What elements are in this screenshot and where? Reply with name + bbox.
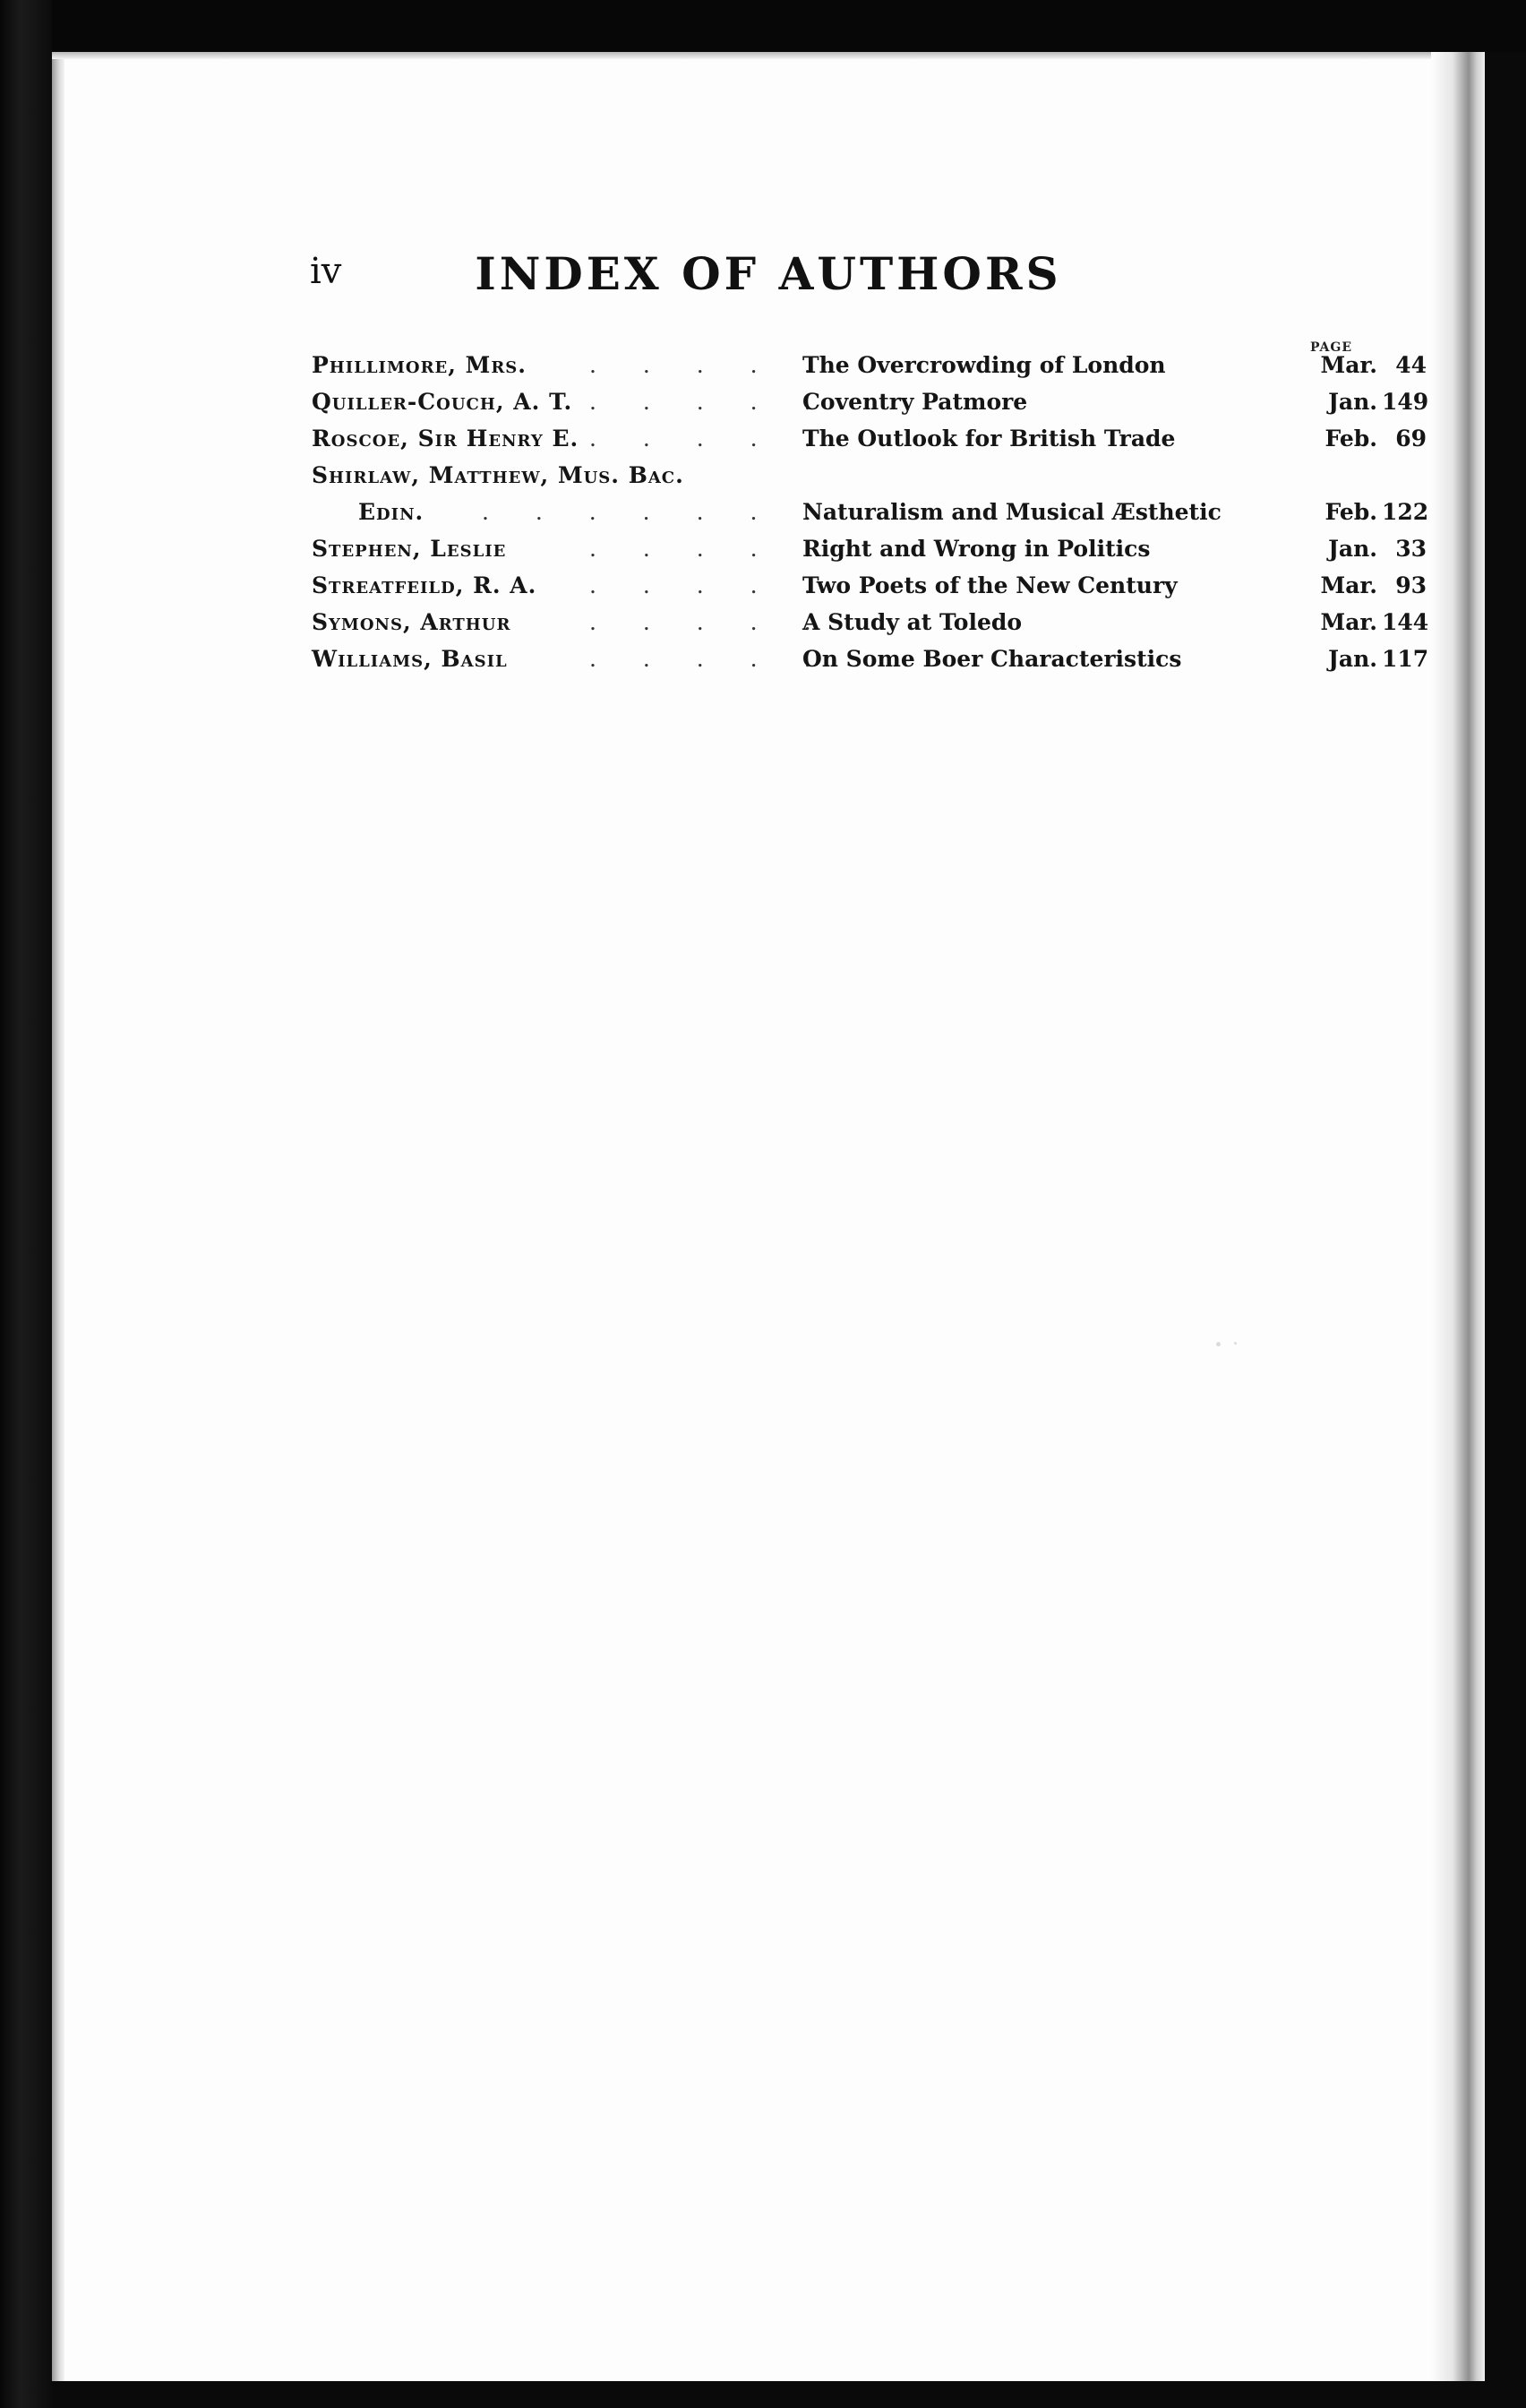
index-entry [312, 572, 1427, 609]
entry-author: Shirlaw, Matthew, Mus. Bac. [312, 462, 684, 488]
entry-title: Coventry Patmore [802, 389, 1028, 415]
index-entry [312, 389, 1429, 426]
page-folio: iv [310, 251, 342, 292]
binding-shadow [1431, 52, 1485, 2381]
entry-page: 69 [1395, 426, 1427, 452]
entry-page: 122 [1382, 499, 1429, 525]
entry-month: Mar. [1320, 352, 1377, 378]
entry-author-continuation: Edin. [358, 499, 424, 525]
entry-title: Naturalism and Musical Æsthetic [802, 499, 1222, 525]
index-entry [312, 646, 1429, 683]
paper-speck [1216, 1342, 1221, 1346]
page-title: INDEX OF AUTHORS [475, 247, 1062, 300]
entry-page: 44 [1395, 352, 1427, 378]
leader-dots: . . . . . [589, 389, 831, 415]
entry-title: Two Poets of the New Century [802, 572, 1178, 598]
leader-dots: . . . . . [589, 352, 831, 378]
leader-dots: . . . . . [589, 426, 831, 452]
entry-month: Feb. [1325, 499, 1377, 525]
author-index-list [312, 352, 1429, 683]
scan-border-left [0, 0, 52, 2408]
entry-title: The Outlook for British Trade [802, 426, 1176, 452]
scan-border-top [0, 0, 1526, 52]
entry-title: The Overcrowding of London [802, 352, 1166, 378]
entry-page: 33 [1395, 536, 1427, 562]
entry-month: Mar. [1320, 609, 1377, 635]
entry-author: Williams, Basil [312, 646, 508, 672]
entry-title: Right and Wrong in Politics [802, 536, 1151, 562]
entry-author: Stephen, Leslie [312, 536, 507, 562]
entry-title: A Study at Toledo [802, 609, 1023, 635]
entry-author: Roscoe, Sir Henry E. [312, 426, 579, 452]
entry-month: Jan. [1328, 536, 1377, 562]
entry-month: Jan. [1328, 389, 1377, 415]
page-edge-top [52, 52, 1485, 59]
leader-dots: . . . . . [589, 536, 831, 562]
entry-month: Mar. [1320, 572, 1377, 598]
entry-month: Jan. [1328, 646, 1377, 672]
entry-author: Quiller-Couch, A. T. [312, 389, 573, 415]
index-entry [312, 462, 1429, 536]
entry-month: Feb. [1325, 426, 1377, 452]
index-entry [312, 426, 1427, 462]
leader-dots: . . . . . [589, 609, 831, 635]
entry-author: Phillimore, Mrs. [312, 352, 527, 378]
entry-title: On Some Boer Characteristics [802, 646, 1182, 672]
leader-dots: . . . . . [589, 646, 831, 672]
page-column-label: PAGE [1310, 340, 1352, 355]
entry-author: Symons, Arthur [312, 609, 511, 635]
entry-page: 117 [1382, 646, 1429, 672]
index-entry [312, 609, 1429, 646]
entry-page: 93 [1395, 572, 1427, 598]
leader-dots: . . . . . . . . [482, 499, 885, 525]
entry-author: Streatfeild, R. A. [312, 572, 537, 598]
index-entry [312, 536, 1427, 572]
entry-page: 149 [1382, 389, 1429, 415]
page-edge-left [52, 52, 64, 2381]
index-entry [312, 352, 1427, 389]
paper-speck [1234, 1342, 1237, 1345]
leader-dots: . . . . . [589, 572, 831, 598]
entry-page: 144 [1382, 609, 1429, 635]
book-page [52, 52, 1485, 2381]
